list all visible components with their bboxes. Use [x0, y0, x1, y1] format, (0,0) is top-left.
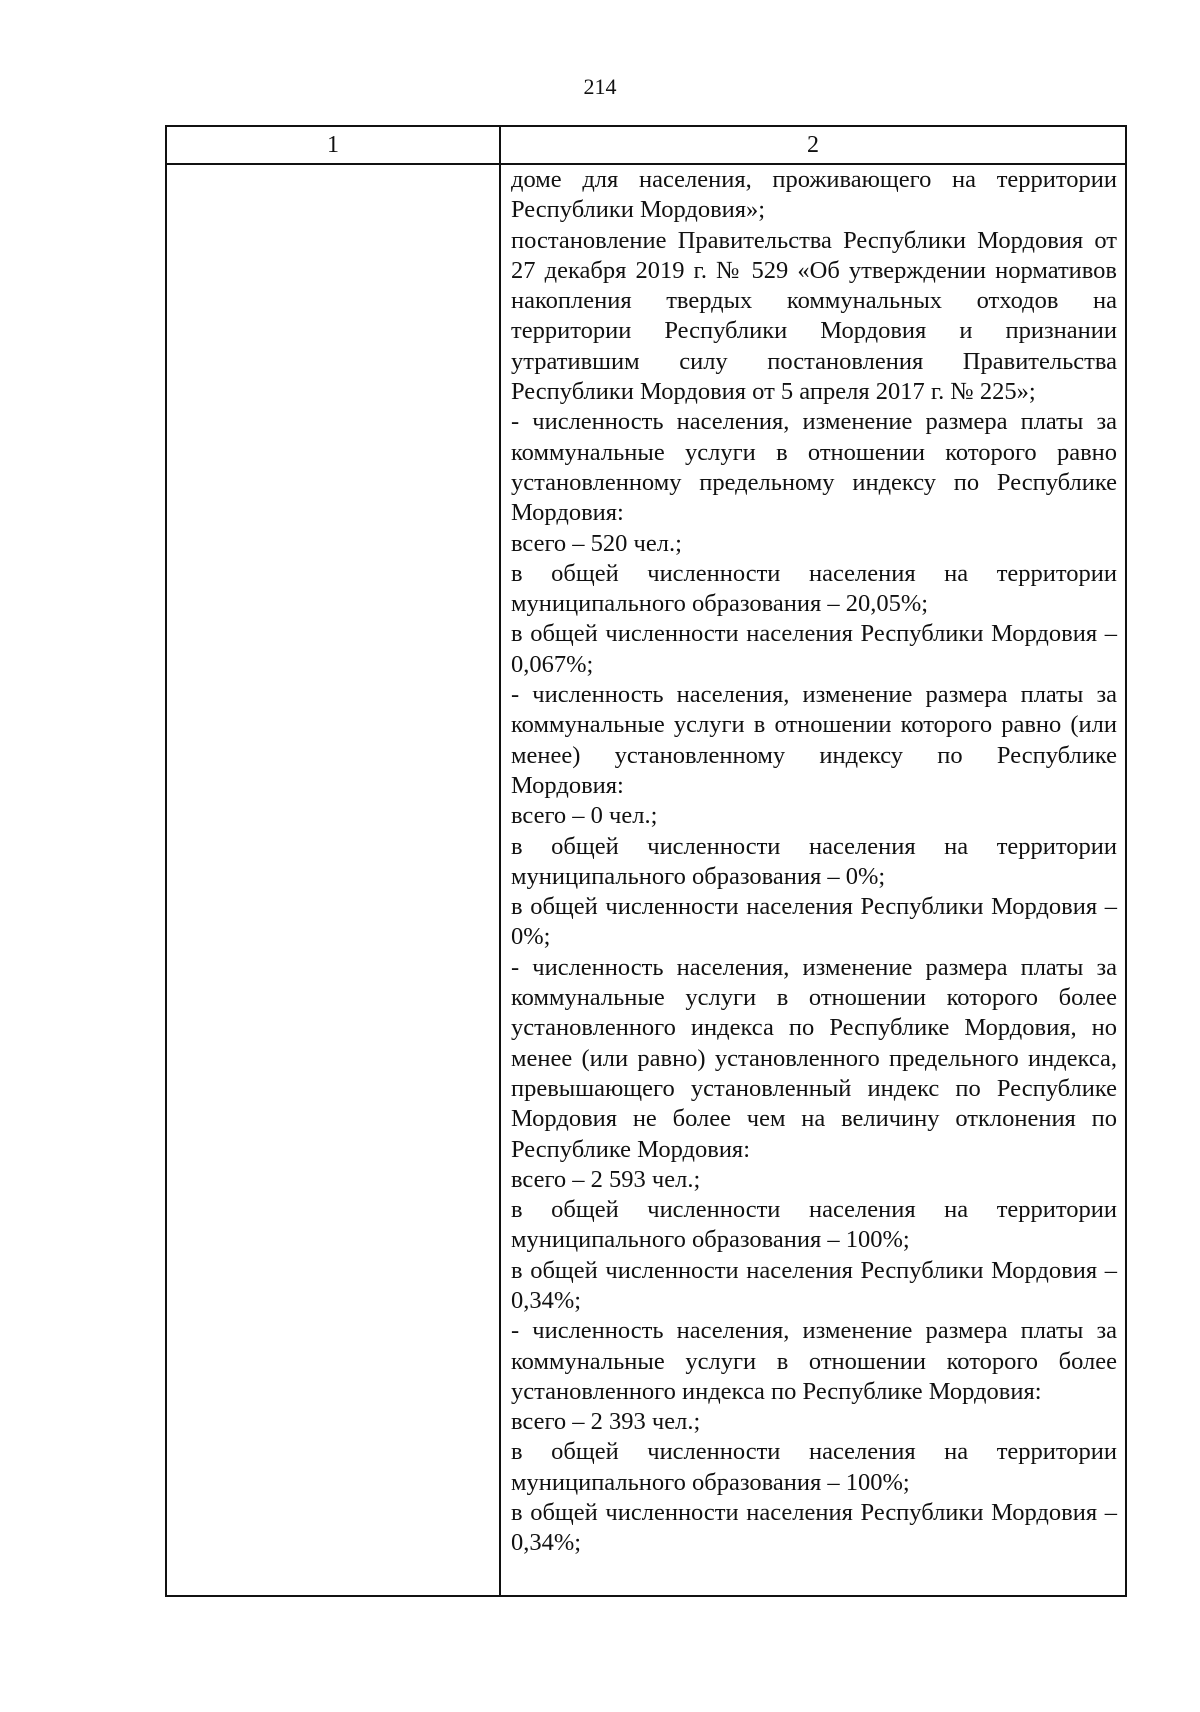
table-header-row	[167, 127, 1125, 165]
paragraph: всего – 520 чел.;	[511, 529, 682, 557]
column-header-2: 2	[807, 132, 819, 158]
paragraph: в общей численности населения Республики Мордовия – 0,067%;	[511, 620, 1117, 678]
paragraph: в общей численности населения на территории муниципального образования – 100%;	[511, 1438, 1117, 1496]
paragraph: постановление Правительства Республики Мордовия от 27 декабря 2019 г. № 529 «Об утверждении нормативов накопления твердых коммунальных отходов на территории Республики Мордовия и признании утратившим силу постановления Правительства Республики Мордовия от 5 апреля 2017 г. № 225»;	[511, 226, 1117, 406]
column-2-content	[511, 165, 1117, 1595]
paragraph: всего – 0 чел.;	[511, 802, 658, 830]
paragraph: - численность населения, изменение размера платы за коммунальные услуги в отношении которого более установленного индекса по Республике Мордовия:	[511, 1317, 1117, 1405]
paragraph: в общей численности населения Республики Мордовия – 0,34%;	[511, 1499, 1117, 1557]
paragraph: всего – 2 393 чел.;	[511, 1408, 701, 1436]
paragraph: в общей численности населения на территории муниципального образования – 0%;	[511, 832, 1117, 890]
paragraph: - численность населения, изменение размера платы за коммунальные услуги в отношении которого равно (или менее) установленному индексу по Республике Мордовия:	[511, 681, 1117, 799]
paragraph: всего – 2 593 чел.;	[511, 1165, 701, 1193]
paragraph: в общей численности населения на территории муниципального образования – 100%;	[511, 1196, 1117, 1254]
column-header-1: 1	[327, 132, 339, 158]
column-divider	[499, 127, 501, 1595]
page-number: 214	[583, 74, 617, 99]
paragraph: в общей численности населения Республики Мордовия – 0,34%;	[511, 1256, 1117, 1314]
paragraph: - численность населения, изменение размера платы за коммунальные услуги в отношении которого равно установленному предельному индексу по Республике Мордовия:	[511, 408, 1117, 527]
paragraph: в общей численности населения на территории муниципального образования – 20,05%;	[511, 559, 1117, 618]
paragraph: - численность населения, изменение размера платы за коммунальные услуги в отношении которого более установленного индекса по Республике Мордовия, но менее (или равно) установленного предельного индекса, превышающего установленный индекс по Республике Мордовия не более чем на величину отклонения по Республике Мордовия:	[511, 953, 1117, 1163]
paragraph: в общей численности населения Республики Мордовия – 0%;	[511, 893, 1117, 951]
document-table	[165, 125, 1127, 1597]
paragraph: доме для населения, проживающего на территории Республики Мордовия»;	[511, 166, 1117, 224]
